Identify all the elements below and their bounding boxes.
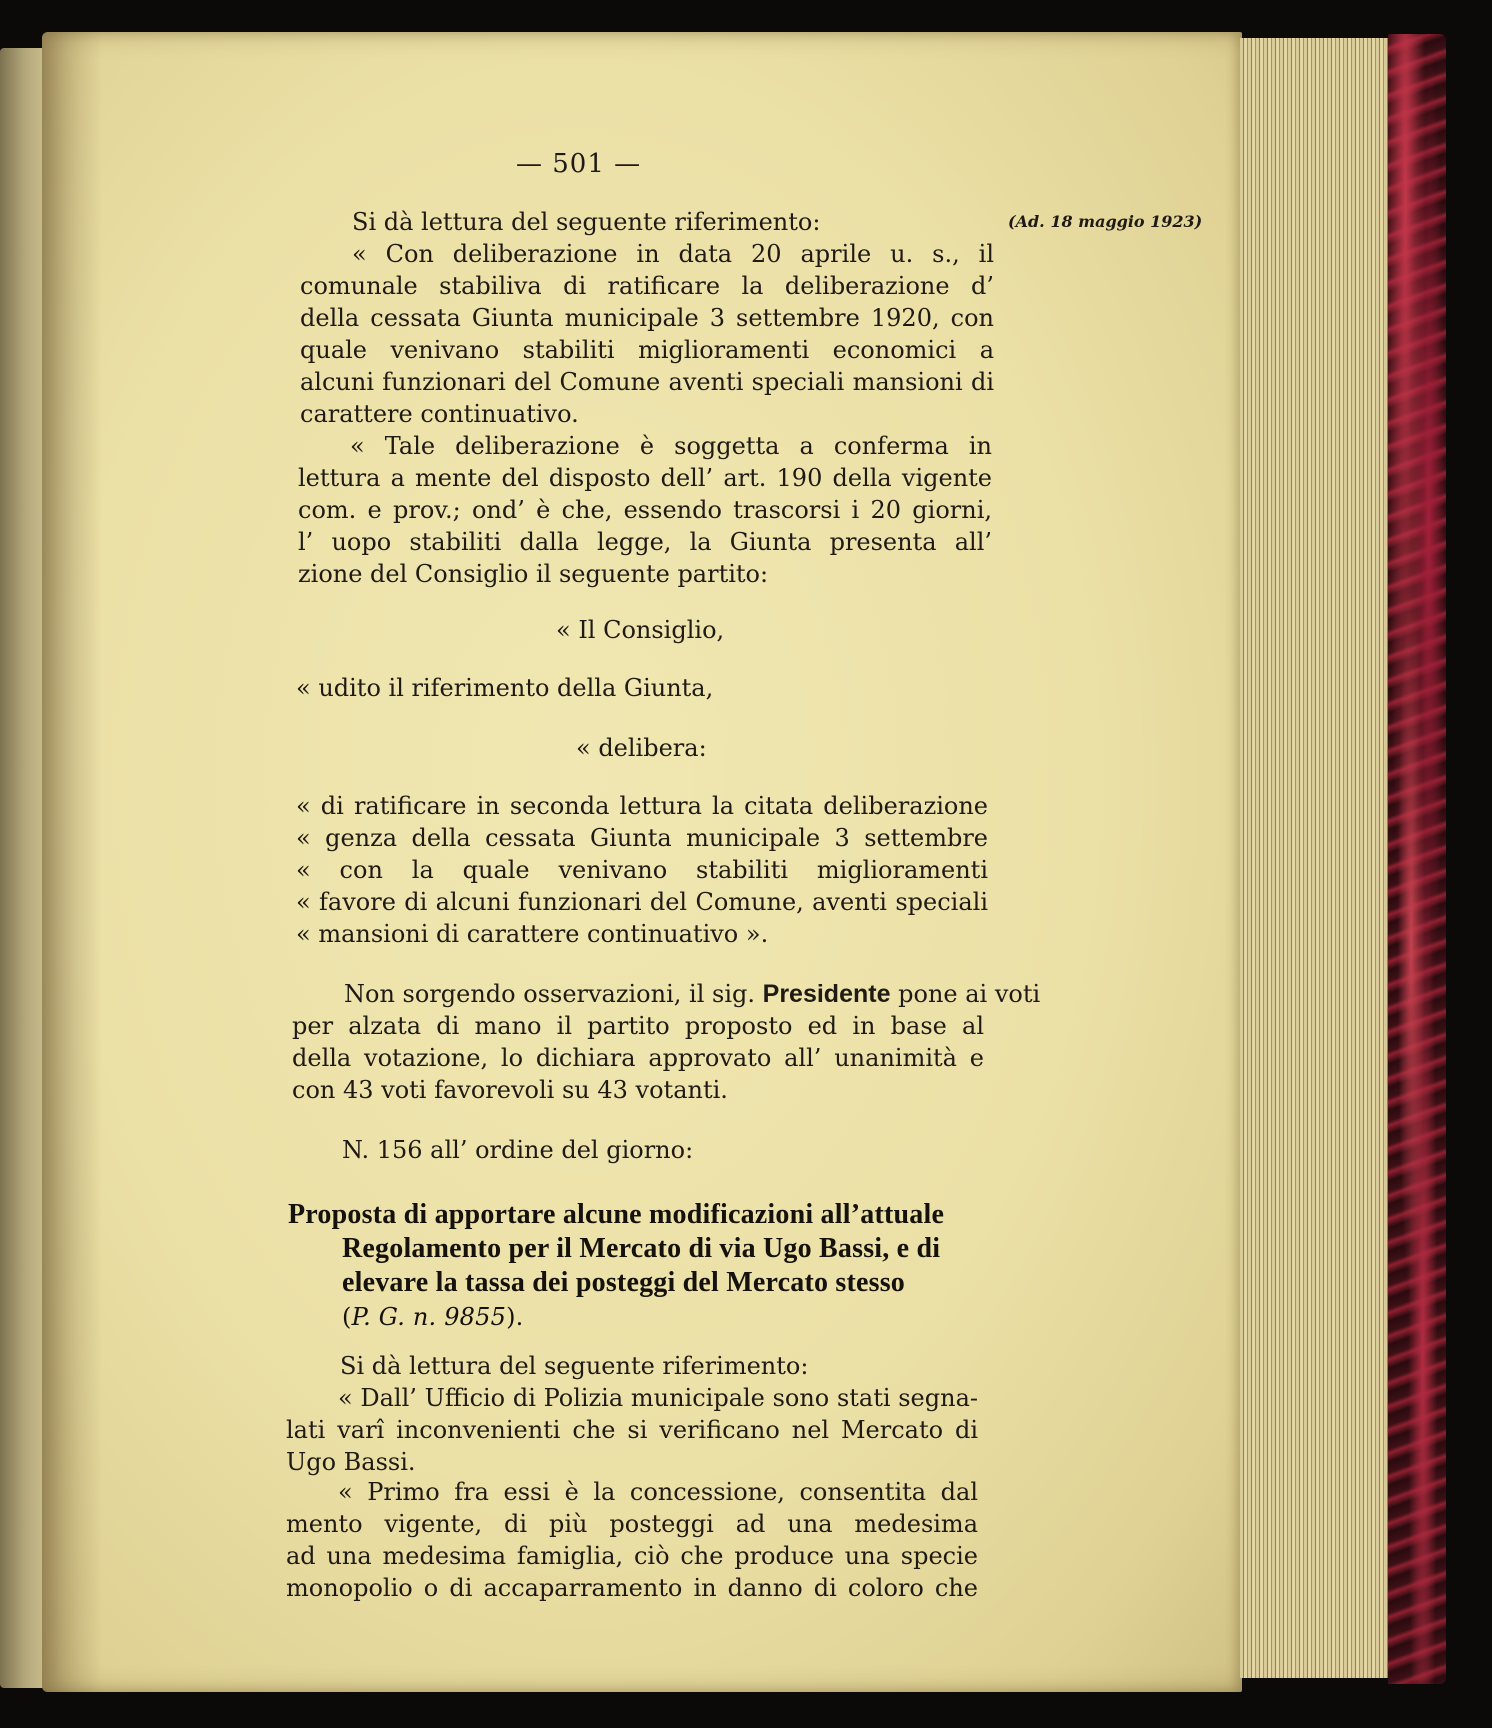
p4-line: monopolio o di accaparramento in danno di coloro che — [286, 1574, 978, 1602]
heading-line: elevare la tassa dei posteggi del Mercato stesso — [342, 1267, 906, 1298]
agenda-item: N. 156 all’ ordine del giorno: — [342, 1136, 694, 1164]
p1-line: quale venivano stabiliti miglioramenti economici a — [300, 336, 994, 364]
vote-line-1-post: pone ai voti — [898, 980, 1041, 1008]
heading-line: Proposta di apportare alcune modificazioni all’attuale — [288, 1199, 945, 1230]
ref-protocol-number: P. G. n. 9855 — [351, 1303, 507, 1331]
p2-line: zione del Consiglio il seguente partito: — [298, 560, 769, 588]
item-heading — [288, 1198, 988, 1338]
p1-line: carattere continuativo. — [300, 400, 579, 428]
p1-line: « Con deliberazione in data 20 aprile u. s., il — [352, 240, 994, 268]
p1-line: comunale stabiliva di ratificare la deliberazione d’ — [300, 272, 994, 300]
resolution-line: « favore di alcuni funzionari del Comune, aventi speciali — [296, 888, 988, 916]
p3-line: « Dall’ Ufficio di Polizia municipale sono stati segna- — [338, 1384, 978, 1412]
resolution-line: « con la quale venivano stabiliti miglioramenti — [296, 856, 988, 884]
p1-line: alcuni funzionari del Comune aventi speciali mansioni di — [300, 368, 994, 396]
p2-line: l’ uopo stabiliti dalla legge, la Giunta presenta all’ — [298, 528, 992, 556]
p1-line: della cessata Giunta municipale 3 settembre 1920, con — [300, 304, 994, 332]
p4-line: mento vigente, di più posteggi ad una medesima — [286, 1510, 978, 1538]
resolution-udito: « udito il riferimento della Giunta, — [296, 674, 714, 702]
heading-line: Regolamento per il Mercato di via Ugo Bassi, e di — [342, 1233, 941, 1264]
marbled-cover-edge — [1388, 34, 1446, 1684]
page-stack-edges — [1240, 38, 1392, 1678]
resolution-line: « di ratificare in seconda lettura la citata deliberazione — [296, 792, 988, 820]
p2-line: com. e prov.; ond’ è che, essendo trascorsi i 20 giorni, — [298, 496, 992, 524]
vote-line-1-pre: Non sorgendo osservazioni, il sig. — [344, 980, 755, 1008]
vote-line: della votazione, lo dichiara approvato all’ unanimità e — [292, 1044, 984, 1072]
p3-line: lati varî inconvenienti che si verificano nel Mercato di — [286, 1416, 978, 1444]
presidente-label: Presidente — [762, 980, 891, 1008]
resolution-line: « mansioni di carattere continuativo ». — [296, 920, 769, 948]
resolution-consiglio: « Il Consiglio, — [556, 616, 725, 644]
p2-line: « Tale deliberazione è soggetta a conferma in — [350, 432, 992, 460]
p3-intro: Si dà lettura del seguente riferimento: — [340, 1352, 809, 1380]
book-left-edge — [0, 48, 48, 1688]
margin-date-note: (Ad. 18 maggio 1923) — [1008, 212, 1203, 231]
resolution-delibera: « delibera: — [576, 734, 707, 762]
heading-reference — [342, 1300, 524, 1334]
p3-line: Ugo Bassi. — [286, 1448, 416, 1476]
vote-line: con 43 voti favorevoli su 43 votanti. — [292, 1076, 728, 1104]
vote-line: per alzata di mano il partito proposto ed in base al — [292, 1012, 984, 1040]
vote-line-1 — [344, 978, 1040, 1010]
p2-line: lettura a mente del disposto dell’ art. 190 della vigente — [298, 464, 992, 492]
p1-intro: Si dà lettura del seguente riferimento: — [352, 208, 821, 236]
page-number: — 501 — — [516, 149, 642, 179]
resolution-line: « genza della cessata Giunta municipale 3 settembre — [296, 824, 988, 852]
ref-open: ( — [342, 1303, 352, 1331]
p4-line: « Primo fra essi è la concessione, consentita dal — [338, 1478, 978, 1506]
page-gutter-shadow — [42, 32, 102, 1692]
ref-close: ). — [506, 1303, 524, 1331]
p4-line: ad una medesima famiglia, ciò che produce una specie — [286, 1542, 978, 1570]
